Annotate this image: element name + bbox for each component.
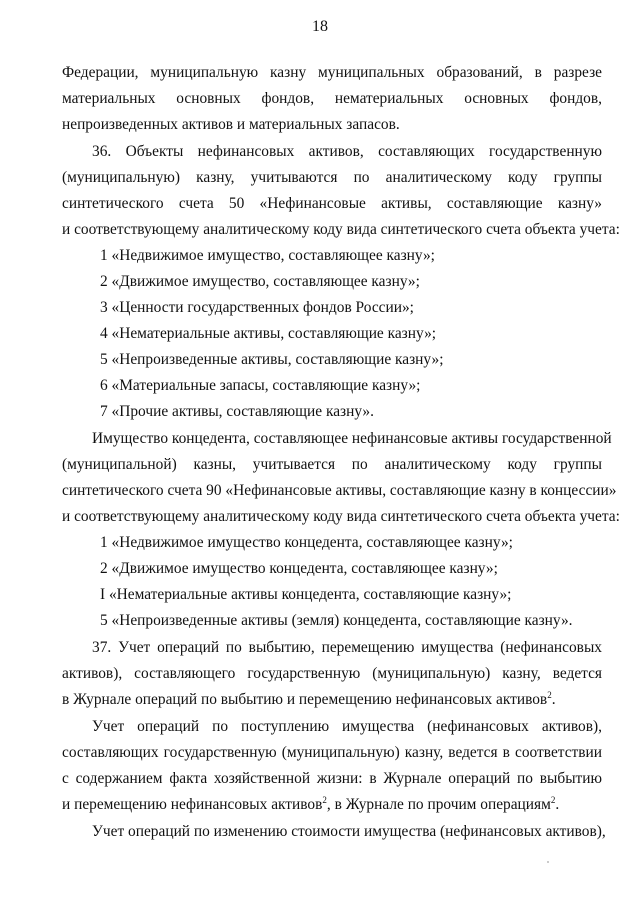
- line-text: материальных основных фондов, нематериальных основных фондов,: [62, 90, 602, 107]
- line-text: 1 «Недвижимое имущество концедента, составляющее казну»;: [100, 534, 513, 551]
- text-line: [62, 373, 602, 399]
- line-text: в Журнале операций по выбытию и перемещению нефинансовых активов: [62, 691, 548, 708]
- line-text: 5 «Непроизведенные активы, составляющие казну»;: [100, 351, 444, 368]
- footnote-marker: 2: [322, 794, 327, 805]
- line-text: 7 «Прочие активы, составляющие казну».: [100, 403, 374, 420]
- text-line: [62, 269, 602, 295]
- line-text: составляющих государственную (муниципальную) казну, ведется в соответствии: [62, 744, 602, 761]
- line-text: I «Нематериальные активы концедента, составляющие казну»;: [100, 586, 512, 603]
- line-text: непроизведенных активов и материальных запасов.: [62, 116, 400, 133]
- document-body: [62, 60, 620, 845]
- text-line: [62, 86, 602, 112]
- text-line: [62, 452, 602, 478]
- text-line: [62, 217, 620, 243]
- line-text: 1 «Недвижимое имущество, составляющее казну»;: [100, 247, 435, 264]
- text-line: [62, 766, 602, 792]
- text-line: [62, 635, 602, 661]
- line-text: синтетического счета 50 «Нефинансовые активы, составляющие казну»: [62, 195, 602, 212]
- text-line: [62, 714, 602, 740]
- line-text: и соответствующему аналитическому коду вида синтетического счета объекта учета:: [62, 221, 620, 238]
- line-text-tail: .: [551, 691, 556, 708]
- text-line: [62, 530, 602, 556]
- text-line: [62, 295, 602, 321]
- line-text: (муниципальную) казну, учитываются по аналитическому коду группы: [62, 169, 602, 186]
- text-line: [62, 740, 602, 766]
- text-line: [62, 243, 602, 269]
- line-text-tail: .: [555, 796, 560, 813]
- text-line: [62, 478, 617, 504]
- line-text: Учет операций по поступлению имущества (нефинансовых активов),: [92, 718, 602, 735]
- line-text: 6 «Материальные запасы, составляющие казну»;: [100, 377, 421, 394]
- text-line: [62, 426, 612, 452]
- line-text: 3 «Ценности государственных фондов России»;: [100, 299, 414, 316]
- line-text: 2 «Движимое имущество, составляющее казну»;: [100, 273, 420, 290]
- line-text: 36. Объекты нефинансовых активов, составляющих государственную: [92, 143, 602, 160]
- line-text: Учет операций по изменению стоимости имущества (нефинансовых активов),: [92, 823, 606, 840]
- line-text: 4 «Нематериальные активы, составляющие казну»;: [100, 325, 437, 342]
- text-line: [62, 112, 602, 138]
- text-line: [62, 165, 602, 191]
- page-number: 18: [312, 18, 328, 35]
- text-line: [62, 556, 602, 582]
- footnote-marker: 2: [547, 689, 552, 700]
- text-line: [62, 321, 602, 347]
- text-line: [62, 347, 602, 373]
- text-line: [62, 608, 602, 634]
- text-line: [62, 819, 606, 845]
- text-line: [62, 687, 602, 713]
- line-text: и соответствующему аналитическому коду вида синтетического счета объекта учета:: [62, 508, 620, 525]
- footnote-marker: 2: [550, 794, 556, 805]
- line-text: Федерации, муниципальную казну муниципальных образований, в разрезе: [62, 64, 602, 81]
- line-text: 2 «Движимое имущество концедента, составляющее казну»;: [100, 560, 498, 577]
- line-text: 5 «Непроизведенные активы (земля) концедента, составляющие казну».: [100, 612, 573, 629]
- line-text: 37. Учет операций по выбытию, перемещению имущества (нефинансовых: [92, 639, 602, 656]
- text-line: [62, 399, 602, 425]
- line-text: и перемещению нефинансовых активов: [62, 796, 323, 813]
- line-text-tail: , в Журнале по прочим операциям: [326, 796, 551, 813]
- line-text: с содержанием факта хозяйственной жизни: в Журнале операций по выбытию: [62, 770, 602, 787]
- text-line: [62, 60, 602, 86]
- line-text: (муниципальной) казны, учитывается по аналитическому коду группы: [62, 456, 602, 473]
- line-text: синтетического счета 90 «Нефинансовые активы, составляющие казну в концессии»: [62, 482, 617, 499]
- text-line: [62, 661, 602, 687]
- text-line: [62, 582, 602, 608]
- text-line: [62, 792, 602, 818]
- line-text: активов), составляющего государственную (муниципальную) казну, ведется: [62, 665, 602, 682]
- text-line: [62, 191, 602, 217]
- text-line: [62, 504, 620, 530]
- text-line: [62, 139, 602, 165]
- line-text: Имущество концедента, составляющее нефинансовые активы государственной: [92, 430, 612, 447]
- scan-speck: [547, 861, 549, 863]
